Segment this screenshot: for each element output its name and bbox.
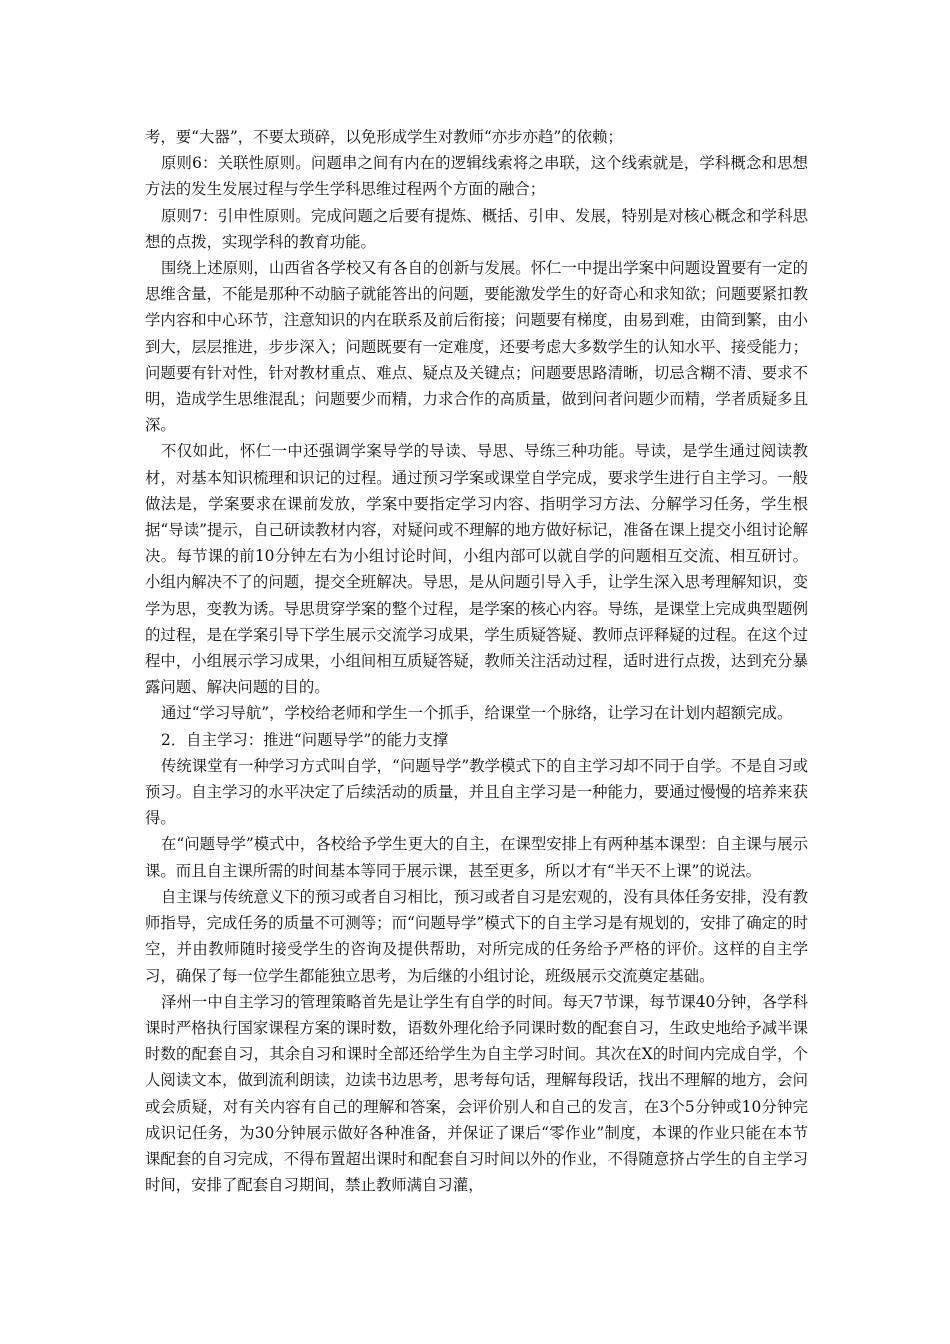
paragraph-course-types: 在“问题导学”模式中，各校给予学生更大的自主，在课型安排上有两种基本课型：自主课与展示课。而且自主课所需的时间基本等同于展示课，甚至更多，所以才有“半天不上课”的说法。 (145, 835, 808, 880)
section-heading-self-learning: 2．自主学习：推进“问题导学”的能力支撑 (161, 730, 449, 749)
paragraph-self-study-comparison: 自主课与传统意义下的预习或者自习相比，预习或者自习是宏观的，没有具体任务安排，没有教师指导，完成任务的质量不可测等；而“问题导学”模式下的自主学习是有规划的，安排了确定的时空，并由教师随时接受学生的咨询及提供帮助，对所完成的任务给予严格的评价。这样的自主学习，确保了每一位学生都能独立思考，为后继的小组讨论，班级展示交流奠定基础。 (145, 887, 808, 985)
paragraph-huairen-functions: 不仅如此，怀仁一中还强调学案导学的导读、导思、导练三种功能。导读，是学生通过阅读教材，对基本知识梳理和识记的过程。通过预习学案或课堂自学完成，要求学生进行自主学习。一般做法是，学案要求在课前发放，学案中要指定学习内容、指明学习方法、分解学习任务，学生根据“导读”提示，自己研读教材内容，对疑问或不理解的地方做好标记，准备在课上提交小组讨论解决。每节课的前10分钟左右为小组讨论时间，小组内部可以就自学的问题相互交流、相互研讨。小组内解决不了的问题，提交全班解决。导思，是从问题引导入手，让学生深入思考理解知识，变学为思，变教为诱。导思贯穿学案的整个过程，是学案的核心内容。导练，是课堂上完成典型题例的过程，是在学案引导下学生展示交流学习成果，学生质疑答疑、教师点评释疑的过程。在这个过程中，小组展示学习成果，小组间相互质疑答疑，教师关注活动过程，适时进行点拨，达到充分暴露问题、解决问题的目的。 (145, 442, 808, 697)
paragraph-learning-navigation: 通过“学习导航”，学校给老师和学生一个抓手，给课堂一个脉络，让学习在计划内超额完成。 (161, 704, 793, 723)
paragraph-principle-6: 原则6：关联性原则。问题串之间有内在的逻辑线索将之串联，这个线索就是，学科概念和思想方法的发生发展过程与学生学科思维过程两个方面的融合； (145, 154, 808, 199)
document-page (145, 124, 808, 1198)
paragraph-principle-7: 原则7：引申性原则。完成问题之后要有提炼、概括、引申、发展，特别是对核心概念和学科思想的点拨，实现学科的教育功能。 (145, 206, 808, 251)
paragraph-zezhou-strategy: 泽州一中自主学习的管理策略首先是让学生有自学的时间。每天7节课，每节课40分钟，各学科课时严格执行国家课程方案的课时数，语数外理化给予同课时数的配套自习，生政史地给予减半课时数的配套自习，其余自习和课时全部还给学生为自主学习时间。其次在X的时间内完成自学，个人阅读文本，做到流利朗读，边读书边思考，思考每句话，理解每段话，找出不理解的地方，会问或会质疑，对有关内容有自己的理解和答案，会评价别人和自己的发言，在3个5分钟或10分钟完成识记任务，为30分钟展示做好各种准备，并保证了课后“零作业”制度，本课的作业只能在本节课配套的自习完成，不得布置超出课时和配套自习时间以外的作业，不得随意挤占学生的自主学习时间，安排了配套自习期间，禁止教师满自习灌， (145, 992, 808, 1195)
paragraph-traditional-class: 传统课堂有一种学习方式叫自学，“问题导学”教学模式下的自主学习却不同于自学。不是自习或预习。自主学习的水平决定了后续活动的质量，并且自主学习是一种能力，要通过慢慢的培养来获得。 (145, 756, 808, 828)
paragraph-huairen-principles: 围绕上述原则，山西省各学校又有各自的创新与发展。怀仁一中提出学案中问题设置要有一定的思维含量，不能是那种不动脑子就能答出的问题，要能激发学生的好奇心和求知欲；问题要紧扣教学内容和中心环节，注意知识的内在联系及前后衔接；问题要有梯度，由易到难，由简到繁，由小到大，层层推进，步步深入；问题既要有一定难度，还要考虑大多数学生的认知水平、接受能力；问题要有针对性，针对教材重点、难点、疑点及关键点；问题要思路清晰，切忌含糊不清、要求不明，造成学生思维混乱；问题要少而精，力求合作的高质量，做到问者问题少而精，学者质疑多且深。 (145, 259, 808, 435)
paragraph-continuation: 考，要“大器”，不要太琐碎，以免形成学生对教师“亦步亦趋”的依赖； (145, 128, 623, 146)
